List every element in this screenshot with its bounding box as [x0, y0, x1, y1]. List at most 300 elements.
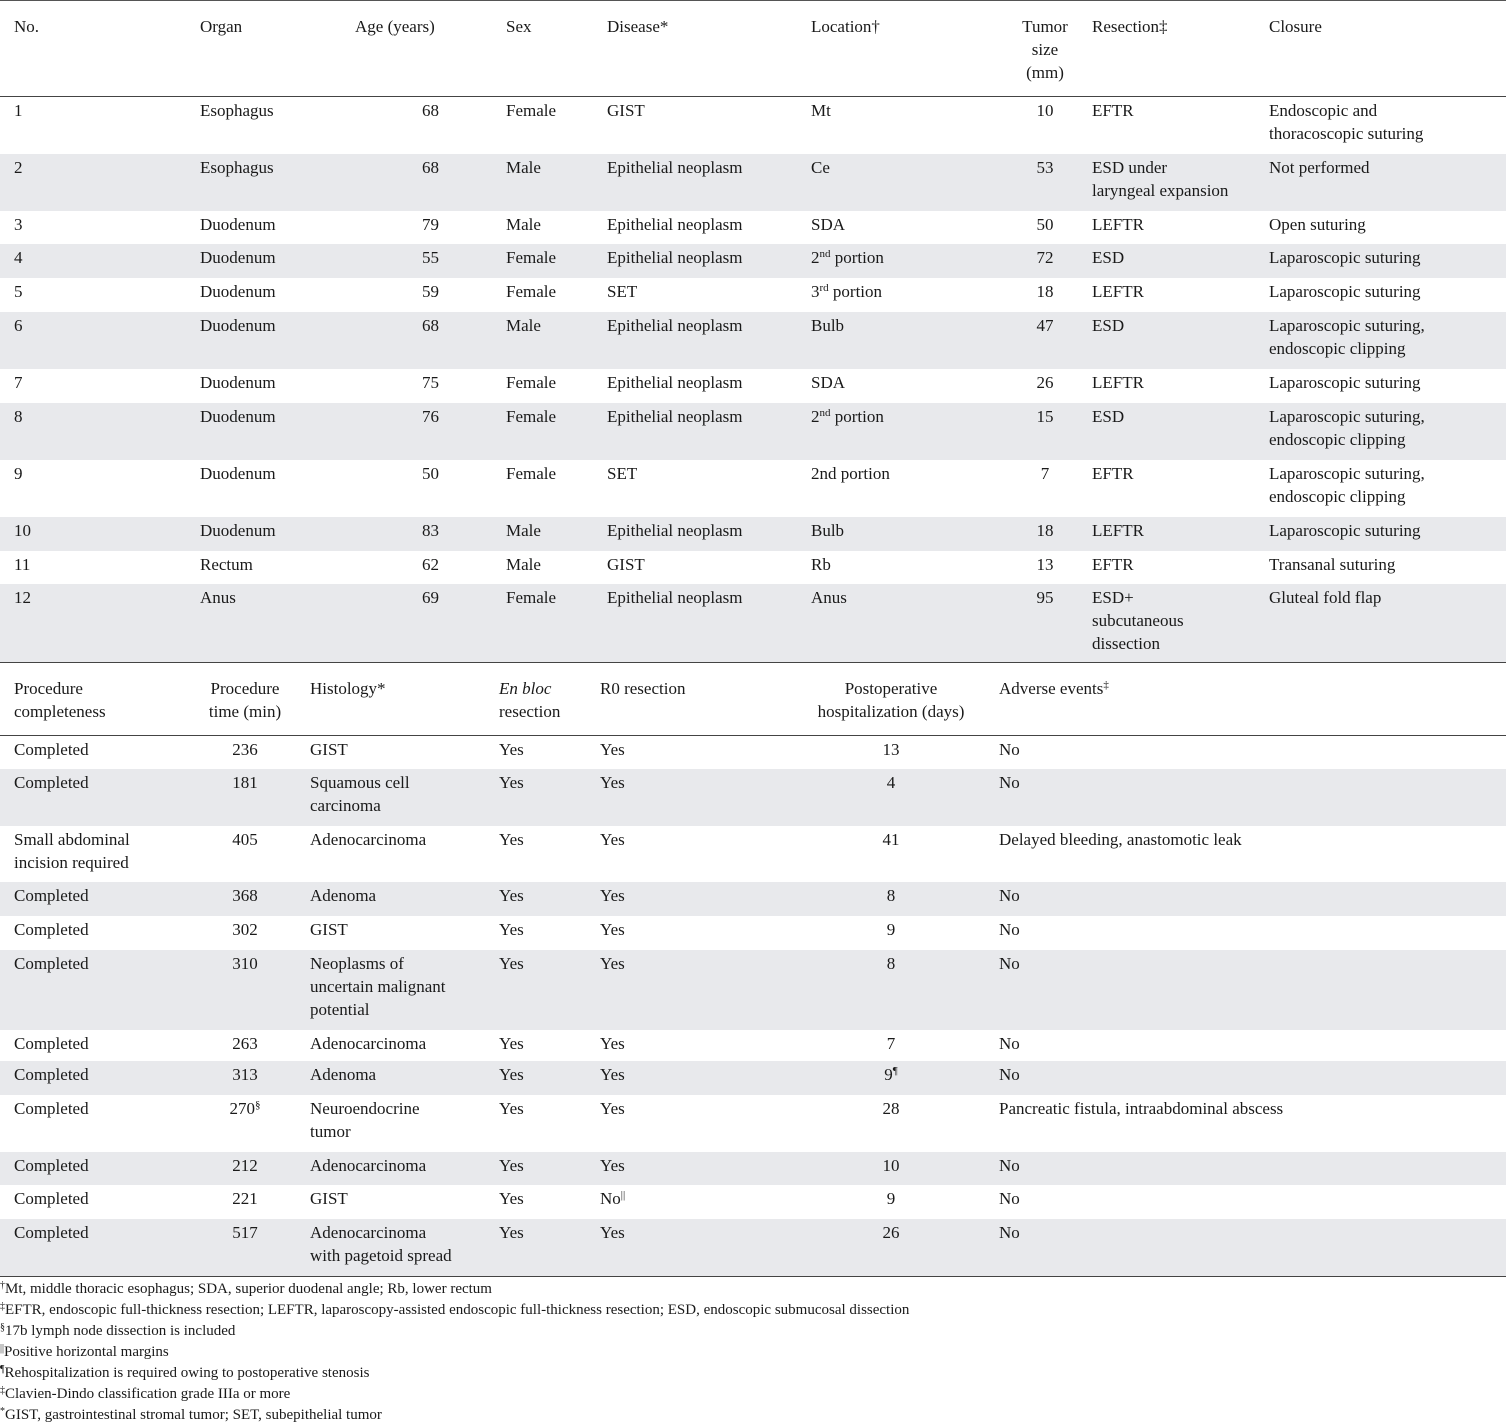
cell-sex: Male: [506, 517, 607, 551]
cell-disease: SET: [607, 278, 811, 312]
cell-sex: Female: [506, 244, 607, 278]
cell-disease: Epithelial neoplasm: [607, 584, 811, 662]
cell-closure: Transanal suturing: [1269, 551, 1506, 584]
cell-tumor-size: 72: [998, 244, 1092, 278]
cell-resection-line: dissection: [1092, 633, 1160, 653]
cell-hospitalization: 8: [783, 882, 999, 916]
cell-hospitalization: 4: [783, 769, 999, 826]
cell-disease: SET: [607, 460, 811, 517]
cell-sex: Female: [506, 584, 607, 662]
table-row: [0, 1030, 1506, 1061]
cell-tumor-size: 7: [998, 460, 1092, 517]
cell-completeness-line: Small abdominal: [14, 830, 130, 849]
cell-histology-line: carcinoma: [310, 796, 381, 815]
cell-en-bloc: Yes: [499, 916, 600, 950]
cell-r0: Yes: [600, 735, 783, 769]
cell-histology: Adenocarcinoma: [310, 1030, 499, 1061]
cell-no: 6: [0, 312, 200, 369]
cell-completeness: Completed: [0, 950, 180, 1030]
cell-closure: Gluteal fold flap: [1269, 584, 1506, 662]
cell-completeness: Completed: [0, 882, 180, 916]
cell-hospitalization: 8: [783, 950, 999, 1030]
table-row: [0, 950, 1506, 1030]
time-value: 270: [229, 1099, 255, 1118]
footnote: [0, 1300, 1506, 1321]
cell-resection: EFTR: [1092, 551, 1269, 584]
header-location: Location†: [811, 1, 998, 97]
r0-value: No: [600, 1189, 621, 1208]
cell-location: Rb: [811, 551, 998, 584]
cell-tumor-size: 50: [998, 211, 1092, 244]
header-adverse-label: Adverse events: [999, 678, 1104, 698]
footnote-mark: ‡: [0, 1384, 5, 1396]
header-tumor-size-line: Tumor: [1022, 17, 1068, 36]
cell-adverse-events: Delayed bleeding, anastomotic leak: [999, 826, 1506, 882]
cell-completeness: Completed: [0, 769, 180, 826]
cell-r0: Yes: [600, 769, 783, 826]
cell-hospitalization: 13: [783, 735, 999, 769]
cell-resection: EFTR: [1092, 460, 1269, 517]
cell-r0: Yes: [600, 1030, 783, 1061]
cell-age: 79: [355, 211, 506, 244]
footnote-mark: †: [0, 1279, 5, 1291]
hospitalization-value: 9: [884, 1065, 893, 1084]
cell-histology: [310, 1219, 499, 1276]
header-line: [499, 677, 594, 700]
table-row: [0, 460, 1506, 517]
cell-sex: Female: [506, 403, 607, 460]
cell-closure: [1269, 312, 1506, 369]
cell-closure: Not performed: [1269, 154, 1506, 211]
cell-organ: Esophagus: [200, 154, 355, 211]
cell-completeness: Completed: [0, 1061, 180, 1095]
cell-disease: GIST: [607, 97, 811, 154]
cell-resection: EFTR: [1092, 97, 1269, 154]
cell-disease: Epithelial neoplasm: [607, 211, 811, 244]
footnote-text: Rehospitalization is required owing to postoperative stenosis: [4, 1364, 370, 1381]
cell-no: 2: [0, 154, 200, 211]
cell-no: 1: [0, 97, 200, 154]
cell-closure: Laparoscopic suturing: [1269, 278, 1506, 312]
cell-hospitalization: 9: [783, 1185, 999, 1219]
table-row: [0, 735, 1506, 769]
header-line: resection: [499, 701, 561, 721]
cell-completeness-line: incision required: [14, 853, 129, 872]
cell-closure-line: Endoscopic and: [1269, 101, 1378, 120]
cell-adverse-events: No: [999, 1152, 1506, 1185]
cell-no: 9: [0, 460, 200, 517]
cell-closure: Open suturing: [1269, 211, 1506, 244]
header-adverse-mark: ‡: [1103, 678, 1109, 691]
footnote: [0, 1279, 1506, 1300]
time-mark: §: [255, 1099, 261, 1111]
cell-closure-line: Laparoscopic suturing,: [1269, 315, 1425, 335]
cell-organ: Esophagus: [200, 97, 355, 154]
cell-completeness: Completed: [0, 1095, 180, 1152]
cell-en-bloc: Yes: [499, 1095, 600, 1152]
cell-r0: Yes: [600, 916, 783, 950]
cell-histology: GIST: [310, 735, 499, 769]
cell-sex: Male: [506, 211, 607, 244]
header-line: Procedure: [210, 678, 280, 698]
cell-location: [811, 403, 998, 460]
cell-time: 181: [180, 769, 310, 826]
cell-closure-line: Laparoscopic suturing,: [1269, 463, 1425, 483]
header-organ: Organ: [200, 1, 355, 97]
cell-r0: Yes: [600, 882, 783, 916]
cell-completeness: Completed: [0, 1219, 180, 1276]
footnote: [0, 1405, 1506, 1426]
cell-en-bloc: Yes: [499, 882, 600, 916]
cell-hospitalization: 28: [783, 1095, 999, 1152]
cell-sex: Male: [506, 154, 607, 211]
cell-resection: LEFTR: [1092, 278, 1269, 312]
cell-resection: [1092, 584, 1269, 662]
cell-closure-line: endoscopic clipping: [1269, 486, 1406, 506]
cell-organ: Duodenum: [200, 312, 355, 369]
cell-closure-line: endoscopic clipping: [1269, 338, 1406, 358]
cell-age: 75: [355, 369, 506, 403]
cell-en-bloc: Yes: [499, 950, 600, 1030]
cell-organ: Anus: [200, 584, 355, 662]
cell-location: Anus: [811, 584, 998, 662]
cell-no: 4: [0, 244, 200, 278]
cell-hospitalization: [783, 1061, 999, 1095]
table-row: [0, 517, 1506, 551]
footnote: [0, 1342, 1506, 1363]
cell-r0: Yes: [600, 1219, 783, 1276]
table-row: [0, 1219, 1506, 1276]
location-rest: portion: [828, 281, 883, 301]
cell-tumor-size: 26: [998, 369, 1092, 403]
cell-tumor-size: 10: [998, 97, 1092, 154]
location-rest: portion: [830, 406, 884, 426]
table-row: [0, 312, 1506, 369]
cell-adverse-events: No: [999, 769, 1506, 826]
cell-en-bloc: Yes: [499, 769, 600, 826]
cell-histology-line: tumor: [310, 1122, 351, 1141]
header-procedure-completeness: [0, 662, 180, 735]
cell-histology: Adenocarcinoma: [310, 826, 499, 882]
cell-en-bloc: Yes: [499, 826, 600, 882]
cell-closure-line: thoracoscopic suturing: [1269, 124, 1424, 143]
header-line: Postoperative: [844, 678, 938, 698]
cell-closure: Laparoscopic suturing: [1269, 244, 1506, 278]
cell-histology: GIST: [310, 1185, 499, 1219]
cell-closure: [1269, 403, 1506, 460]
cell-location: 2nd portion: [811, 460, 998, 517]
cell-time: 221: [180, 1185, 310, 1219]
cell-age: 62: [355, 551, 506, 584]
patient-characteristics-table: [0, 0, 1506, 662]
table-row: [0, 1061, 1506, 1095]
table-row: [0, 826, 1506, 882]
cell-histology-line: with pagetoid spread: [310, 1246, 452, 1265]
header-line: completeness: [14, 701, 106, 721]
cell-r0: Yes: [600, 1152, 783, 1185]
cell-histology-line: potential: [310, 1000, 370, 1019]
cell-closure-line: Laparoscopic suturing,: [1269, 406, 1425, 426]
cell-sex: Female: [506, 278, 607, 312]
cell-age: 68: [355, 154, 506, 211]
header-r0-resection: R0 resection: [600, 662, 783, 735]
footnote-text: GIST, gastrointestinal stromal tumor; SET, subepithelial tumor: [5, 1406, 382, 1423]
cell-location: Ce: [811, 154, 998, 211]
cell-tumor-size: 53: [998, 154, 1092, 211]
table-row: [0, 403, 1506, 460]
cell-disease: Epithelial neoplasm: [607, 403, 811, 460]
footnote: [0, 1384, 1506, 1405]
cell-no: 3: [0, 211, 200, 244]
cell-organ: Duodenum: [200, 460, 355, 517]
footnote-mark: ¶: [0, 1363, 5, 1375]
location-ordinal-suffix: nd: [819, 406, 831, 419]
cell-time: [180, 1095, 310, 1152]
cell-location: SDA: [811, 369, 998, 403]
cell-disease: Epithelial neoplasm: [607, 517, 811, 551]
header-hospitalization: [783, 662, 999, 735]
cell-resection-line: subcutaneous: [1092, 610, 1184, 630]
cell-resection-line: laryngeal expansion: [1092, 180, 1229, 200]
cell-tumor-size: 15: [998, 403, 1092, 460]
table-row: [0, 584, 1506, 662]
cell-disease: GIST: [607, 551, 811, 584]
cell-age: 69: [355, 584, 506, 662]
footnote-text: EFTR, endoscopic full-thickness resection; LEFTR, laparoscopy-assisted endoscopic full-thickness resection; ESD, endoscopic submucosal dissection: [5, 1301, 910, 1318]
cell-disease: Epithelial neoplasm: [607, 312, 811, 369]
cell-no: 8: [0, 403, 200, 460]
cell-age: 68: [355, 97, 506, 154]
cell-histology-line: Adenocarcinoma: [310, 1223, 427, 1242]
cell-age: 59: [355, 278, 506, 312]
cell-completeness: Completed: [0, 1030, 180, 1061]
cell-resection: LEFTR: [1092, 369, 1269, 403]
header-tumor-size: [998, 1, 1092, 97]
location-ordinal: 2: [811, 406, 820, 426]
cell-sex: Female: [506, 460, 607, 517]
cell-organ: Duodenum: [200, 211, 355, 244]
header-line: Procedure: [14, 678, 83, 698]
location-ordinal: 2: [811, 247, 820, 267]
cell-hospitalization: 7: [783, 1030, 999, 1061]
table-row: [0, 244, 1506, 278]
table-row: [0, 97, 1506, 154]
cell-histology-line: Neuroendocrine: [310, 1099, 420, 1118]
table-header-row: [0, 662, 1506, 735]
cell-location: Bulb: [811, 517, 998, 551]
cell-closure: [1269, 460, 1506, 517]
cell-histology-line: Squamous cell: [310, 773, 410, 792]
table-row: [0, 154, 1506, 211]
cell-tumor-size: 18: [998, 278, 1092, 312]
cell-closure: Laparoscopic suturing: [1269, 517, 1506, 551]
table-row: [0, 1185, 1506, 1219]
cell-completeness: Completed: [0, 735, 180, 769]
location-rest: portion: [830, 247, 884, 267]
cell-time: 517: [180, 1219, 310, 1276]
cell-r0: Yes: [600, 826, 783, 882]
cell-organ: Duodenum: [200, 244, 355, 278]
cell-histology: [310, 1095, 499, 1152]
header-adverse-events: [999, 662, 1506, 735]
cell-time: 310: [180, 950, 310, 1030]
cell-r0: Yes: [600, 1095, 783, 1152]
cell-no: 5: [0, 278, 200, 312]
table-row: [0, 211, 1506, 244]
cell-adverse-events: No: [999, 950, 1506, 1030]
table-row: [0, 769, 1506, 826]
table-row: [0, 369, 1506, 403]
cell-resection: LEFTR: [1092, 211, 1269, 244]
cell-no: 12: [0, 584, 200, 662]
cell-time: 236: [180, 735, 310, 769]
footnote-mark: ‡: [0, 1300, 5, 1312]
cell-r0: Yes: [600, 1061, 783, 1095]
table-header-row: [0, 1, 1506, 97]
cell-adverse-events: Pancreatic fistula, intraabdominal abscess: [999, 1095, 1506, 1152]
header-procedure-time: [180, 662, 310, 735]
r0-mark: ||: [620, 1189, 626, 1201]
cell-resection: ESD: [1092, 244, 1269, 278]
footnote-mark: ||: [0, 1342, 5, 1354]
cell-en-bloc: Yes: [499, 735, 600, 769]
cell-location: [811, 278, 998, 312]
header-en-bloc: [499, 662, 600, 735]
cell-no: 7: [0, 369, 200, 403]
header-closure: Closure: [1269, 1, 1506, 97]
cell-closure-line: endoscopic clipping: [1269, 429, 1406, 449]
cell-resection: [1092, 154, 1269, 211]
cell-histology: GIST: [310, 916, 499, 950]
cell-age: 50: [355, 460, 506, 517]
cell-resection-line: ESD+: [1092, 587, 1134, 607]
cell-closure: [1269, 97, 1506, 154]
cell-tumor-size: 18: [998, 517, 1092, 551]
table-row: [0, 278, 1506, 312]
cell-histology-line: Neoplasms of: [310, 954, 404, 973]
cell-en-bloc: Yes: [499, 1061, 600, 1095]
cell-location: SDA: [811, 211, 998, 244]
header-resection: Resection‡: [1092, 1, 1269, 97]
cell-time: 302: [180, 916, 310, 950]
cell-disease: Epithelial neoplasm: [607, 154, 811, 211]
cell-disease: Epithelial neoplasm: [607, 244, 811, 278]
hospitalization-mark: ¶: [892, 1065, 898, 1077]
cell-adverse-events: No: [999, 735, 1506, 769]
cell-en-bloc: Yes: [499, 1030, 600, 1061]
cell-adverse-events: No: [999, 1030, 1506, 1061]
outcomes-table: [0, 662, 1506, 1277]
cell-age: 55: [355, 244, 506, 278]
footnote-text: Clavien-Dindo classification grade IIIa or more: [5, 1385, 291, 1402]
cell-histology: [310, 950, 499, 1030]
cell-location: [811, 244, 998, 278]
header-sex: Sex: [506, 1, 607, 97]
table-row: [0, 1095, 1506, 1152]
header-line: time (min): [208, 701, 282, 721]
footnotes: [0, 1277, 1506, 1426]
cell-r0: [600, 1185, 783, 1219]
location-ordinal-suffix: rd: [819, 281, 829, 294]
cell-sex: Male: [506, 312, 607, 369]
cell-organ: Duodenum: [200, 403, 355, 460]
cell-en-bloc: Yes: [499, 1152, 600, 1185]
cell-completeness: Completed: [0, 916, 180, 950]
footnote-text: Mt, middle thoracic esophagus; SDA, superior duodenal angle; Rb, lower rectum: [5, 1280, 492, 1297]
location-ordinal-suffix: nd: [819, 247, 831, 260]
cell-resection: ESD: [1092, 312, 1269, 369]
header-tumor-size-line: (mm): [1026, 63, 1064, 82]
header-en-bloc-italic: En bloc: [499, 678, 552, 698]
cell-organ: Duodenum: [200, 517, 355, 551]
header-histology: Histology*: [310, 662, 499, 735]
cell-organ: Rectum: [200, 551, 355, 584]
cell-tumor-size: 95: [998, 584, 1092, 662]
cell-histology: [310, 769, 499, 826]
cell-sex: Female: [506, 369, 607, 403]
cell-disease: Epithelial neoplasm: [607, 369, 811, 403]
cell-adverse-events: No: [999, 1219, 1506, 1276]
cell-hospitalization: 41: [783, 826, 999, 882]
cell-histology-line: uncertain malignant: [310, 977, 446, 996]
footnote-mark: *: [0, 1405, 5, 1417]
cell-completeness: Completed: [0, 1185, 180, 1219]
cell-tumor-size: 47: [998, 312, 1092, 369]
cell-completeness: Completed: [0, 1152, 180, 1185]
cell-resection-line: ESD under: [1092, 157, 1168, 177]
cell-hospitalization: 10: [783, 1152, 999, 1185]
header-tumor-size-line: size: [1031, 40, 1059, 59]
footnote-text: 17b lymph node dissection is included: [5, 1322, 236, 1339]
cell-age: 68: [355, 312, 506, 369]
cell-organ: Duodenum: [200, 369, 355, 403]
cell-sex: Male: [506, 551, 607, 584]
location-ordinal: 3: [811, 281, 820, 301]
cell-closure: Laparoscopic suturing: [1269, 369, 1506, 403]
cell-hospitalization: 9: [783, 916, 999, 950]
cell-no: 11: [0, 551, 200, 584]
cell-organ: Duodenum: [200, 278, 355, 312]
table-row: [0, 1152, 1506, 1185]
cell-location: Mt: [811, 97, 998, 154]
cell-adverse-events: No: [999, 1061, 1506, 1095]
footnote-mark: §: [0, 1321, 5, 1333]
cell-resection: LEFTR: [1092, 517, 1269, 551]
cell-adverse-events: No: [999, 916, 1506, 950]
header-disease: Disease*: [607, 1, 811, 97]
cell-histology: Adenoma: [310, 1061, 499, 1095]
cell-histology: Adenoma: [310, 882, 499, 916]
table-row: [0, 551, 1506, 584]
cell-no: 10: [0, 517, 200, 551]
cell-adverse-events: No: [999, 1185, 1506, 1219]
cell-time: 212: [180, 1152, 310, 1185]
header-age: Age (years): [355, 1, 506, 97]
cell-resection: ESD: [1092, 403, 1269, 460]
cell-time: 263: [180, 1030, 310, 1061]
cell-location: Bulb: [811, 312, 998, 369]
cell-hospitalization: 26: [783, 1219, 999, 1276]
cell-histology: Adenocarcinoma: [310, 1152, 499, 1185]
footnote-text: Positive horizontal margins: [4, 1343, 169, 1360]
footnote: [0, 1363, 1506, 1384]
cell-en-bloc: Yes: [499, 1219, 600, 1276]
cell-completeness: [0, 826, 180, 882]
cell-r0: Yes: [600, 950, 783, 1030]
cell-adverse-events: No: [999, 882, 1506, 916]
footnote: [0, 1321, 1506, 1342]
cell-age: 83: [355, 517, 506, 551]
